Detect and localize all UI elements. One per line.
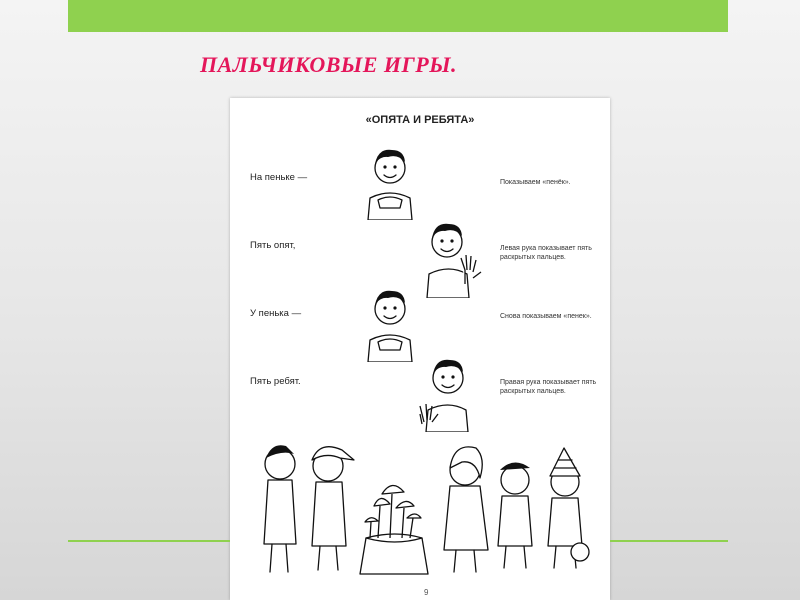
boy-stump-gesture-icon (358, 138, 422, 220)
verse-instruction-4: Правая рука показывает пять раскрытых пальцев. (500, 379, 597, 396)
verse-line-1: На пеньке — (250, 172, 308, 183)
boy-left-hand-five-icon (415, 210, 487, 298)
page-number: 9 (424, 588, 429, 597)
children-around-stump-illustration (250, 434, 600, 582)
verse-instruction-3: Снова показываем «пенек». (500, 313, 592, 320)
verse-line-4: Пять ребят. (250, 376, 301, 387)
bottom-rule-left (68, 540, 230, 542)
slide-title: ПАЛЬЧИКОВЫЕ ИГРЫ. (200, 52, 458, 77)
top-accent-band (68, 0, 728, 32)
verse-instruction-1: Показываем «пенёк». (500, 179, 571, 186)
boy-right-hand-five-icon (412, 348, 484, 432)
book-page (230, 98, 610, 600)
page-heading: «ОПЯТА И РЕБЯТА» (365, 114, 475, 126)
verse-line-3: У пенька — (250, 308, 302, 319)
bottom-rule-right (610, 540, 728, 542)
verse-line-2: Пять опят, (250, 240, 296, 251)
verse-instruction-2: Левая рука показывает пять раскрытых пальцев. (500, 245, 592, 262)
